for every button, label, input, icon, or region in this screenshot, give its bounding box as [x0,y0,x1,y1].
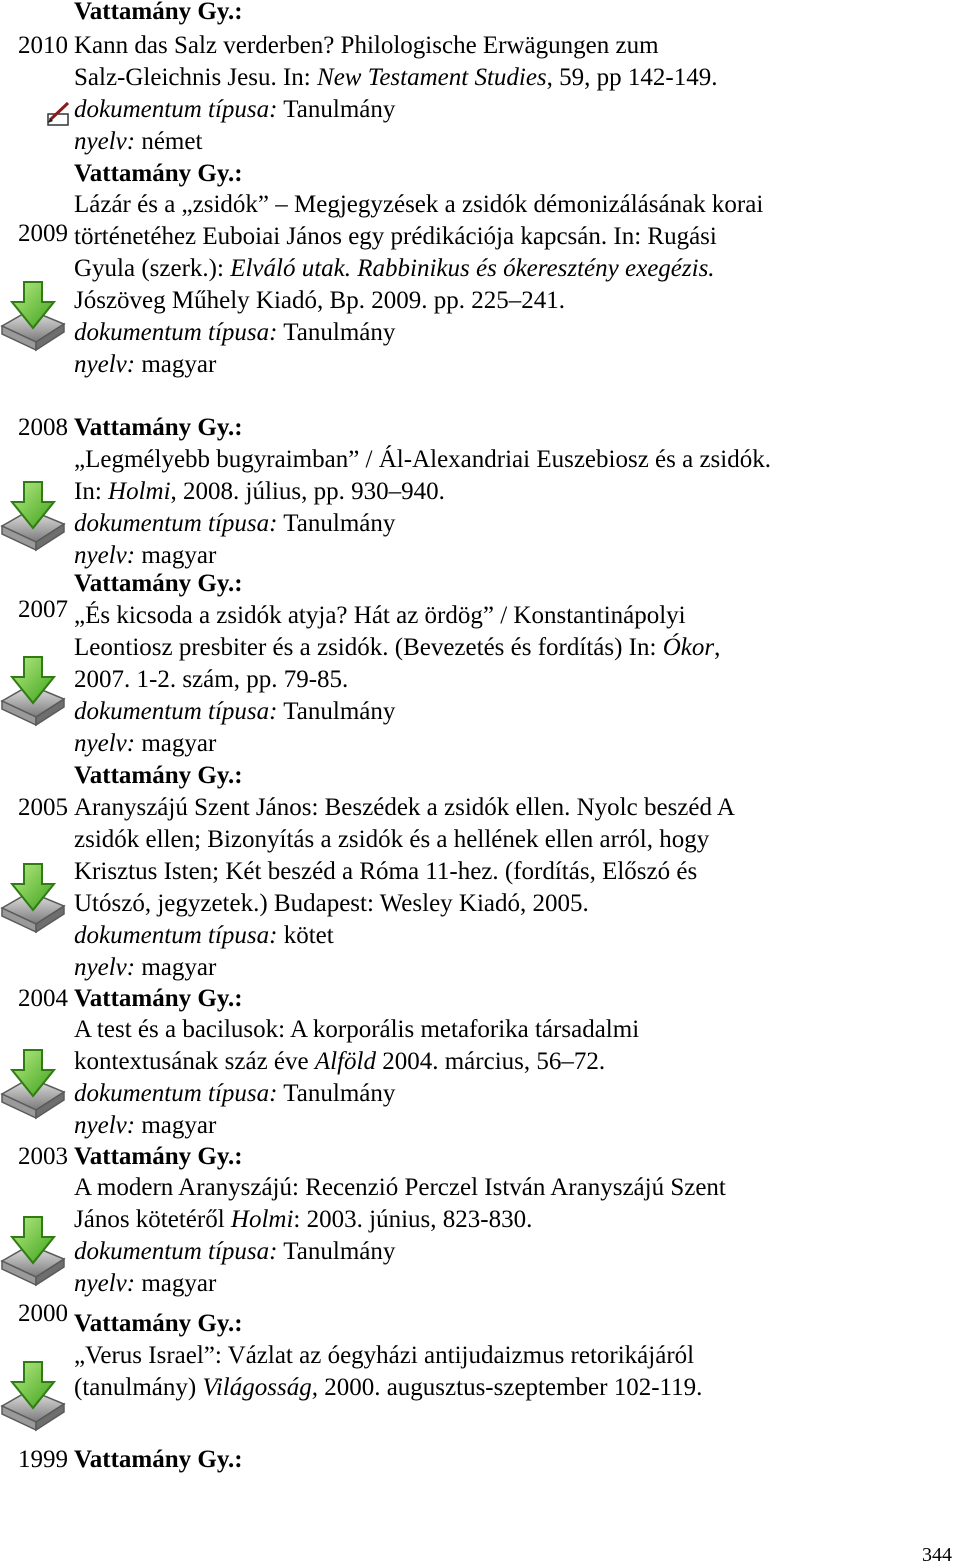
document-type-value: Tanulmány [283,510,396,537]
top-author: Vattamány Gy.: [74,0,243,25]
download-icon[interactable] [0,280,66,352]
citation-italic: New Testament Studies [317,64,547,91]
author-name: Vattamány Gy.: [74,414,243,441]
publication-year: 2005 [18,794,68,821]
document-type-value: Tanulmány [283,698,396,725]
citation-text: 2004. március, 56–72. [375,1048,606,1075]
document-type-label: dokumentum típusa: [74,1238,278,1265]
citation-line [74,600,686,632]
language-label: nyelv: [74,351,136,378]
citation-line [74,30,659,62]
download-icon[interactable] [0,1048,66,1120]
citation-line [74,824,709,856]
language-value: magyar [141,1270,217,1297]
citation-text: Leontiosz presbiter és a zsidók. (Bevezetés és fordítás) In: [74,634,663,661]
document-type-value: Tanulmány [283,319,396,346]
document-type-value: kötet [283,922,334,949]
citation-line [74,62,717,94]
author-name: Vattamány Gy.: [74,762,243,789]
citation-italic: Holmi [108,478,171,505]
language-value: magyar [141,1112,217,1139]
language [74,126,202,158]
document-type-label: dokumentum típusa: [74,698,278,725]
language [74,349,216,381]
citation-text: Lázár és a „zsidók” – Megjegyzések a zsidók démonizálásának korai [74,191,764,218]
citation-line [74,253,715,285]
document-type [74,508,395,540]
language-value: magyar [141,351,217,378]
download-icon[interactable] [0,480,66,552]
publication-year: 2010 [18,32,68,59]
pencil-edit-icon[interactable] [44,100,74,128]
publication-year: 2003 [18,1143,68,1170]
citation-text: A test és a bacilusok: A korporális metaforika társadalmi [74,1016,640,1043]
author-name: Vattamány Gy.: [74,985,243,1012]
download-icon[interactable] [0,1215,66,1287]
publication-year: 1999 [18,1446,68,1473]
citation-text: A modern Aranyszájú: Recenzió Perczel István Aranyszájú Szent [74,1174,726,1201]
language [74,1110,216,1142]
publication-year: 2007 [18,596,68,623]
citation-italic: Alföld [314,1048,376,1075]
citation-line [74,476,445,508]
document-type-label: dokumentum típusa: [74,319,278,346]
citation-line [74,792,735,824]
citation-text: történetéhez Euboiai János egy prédikációja kapcsán. In: Rugási [74,223,717,250]
citation-italic: Ókor [662,634,715,661]
citation-italic: Elváló utak. Rabbinikus és ókeresztény exegézis. [230,255,715,282]
download-icon[interactable] [0,655,66,727]
language-label: nyelv: [74,542,136,569]
author-name: Vattamány Gy.: [74,160,243,187]
citation-text: kontextusának száz éve [74,1048,315,1075]
language-value: magyar [141,730,217,757]
citation-text: In: [74,478,109,505]
author-name: Vattamány Gy.: [74,1310,243,1337]
citation-text: 2000. augusztus-szeptember 102-119. [317,1374,703,1401]
citation-line [74,664,348,696]
document-type [74,920,334,952]
download-icon[interactable] [0,1360,66,1432]
language [74,1268,216,1300]
citation-line [74,285,565,317]
citation-line [74,1046,605,1078]
citation-line [74,221,717,253]
citation-line [74,189,763,221]
language-label: nyelv: [74,1112,136,1139]
document-type [74,696,395,728]
document-type-label: dokumentum típusa: [74,922,278,949]
language-value: német [141,128,203,155]
language-label: nyelv: [74,954,136,981]
citation-line [74,856,697,888]
citation-line [74,1014,639,1046]
citation-text: 2007. 1-2. szám, pp. 79-85. [74,666,349,693]
citation-text: Gyula (szerk.): [74,255,231,282]
document-type [74,94,395,126]
document-type [74,1078,395,1110]
citation-text: Krisztus Isten; Két beszéd a Róma 11-hez. (fordítás, Előszó és [74,858,698,885]
citation-text: „Verus Israel”: Vázlat az óegyházi antijudaizmus retorikájáról [74,1342,695,1369]
citation-italic: Holmi [230,1206,294,1233]
citation-line [74,1172,726,1204]
author-name: Vattamány Gy.: [74,570,243,597]
document-type-value: Tanulmány [283,96,396,123]
publication-year: 2009 [18,220,68,247]
citation-text: : 2003. június, 823-830. [293,1206,533,1233]
citation-text: „És kicsoda a zsidók atyja? Hát az ördög” / Konstantinápolyi [74,602,686,629]
citation-text: , 59, pp 142-149. [546,64,718,91]
download-icon[interactable] [0,862,66,934]
publication-year: 2008 [18,414,68,441]
citation-line [74,632,720,664]
citation-text: Jószöveg Műhely Kiadó, Bp. 2009. pp. 225–241. [74,287,565,314]
author-name: Vattamány Gy.: [74,1446,243,1473]
citation-text: , 2008. július, pp. 930–940. [170,478,445,505]
citation-text: Kann das Salz verderben? Philologische Erwägungen zum [74,32,659,59]
document-type [74,1236,395,1268]
document-type [74,317,395,349]
language [74,952,216,984]
document-type-value: Tanulmány [283,1238,396,1265]
language [74,728,216,760]
language-value: magyar [141,542,217,569]
citation-italic: Világosság, [202,1374,318,1401]
document-type-label: dokumentum típusa: [74,510,278,537]
citation-text: „Legmélyebb bugyraimban” / Ál-Alexandriai Euszebiosz és a zsidók. [74,446,771,473]
publication-year: 2004 [18,985,68,1012]
citation-line [74,444,771,476]
citation-text: Utószó, jegyzetek.) Budapest: Wesley Kiadó, 2005. [74,890,589,917]
citation-line [74,888,589,920]
author-name: Vattamány Gy.: [74,1143,243,1170]
document-type-value: Tanulmány [283,1080,396,1107]
document-type-label: dokumentum típusa: [74,96,278,123]
language-label: nyelv: [74,1270,136,1297]
citation-text: (tanulmány) [74,1374,203,1401]
language-label: nyelv: [74,128,136,155]
citation-text: Salz-Gleichnis Jesu. In: [74,64,318,91]
citation-text: zsidók ellen; Bizonyítás a zsidók és a hellének ellen arról, hogy [74,826,710,853]
citation-line [74,1340,694,1372]
citation-text: Aranyszájú Szent János: Beszédek a zsidók ellen. Nyolc beszéd A [74,794,735,821]
citation-line [74,1372,702,1404]
page-number: 344 [922,1544,952,1566]
language-value: magyar [141,954,217,981]
language-label: nyelv: [74,730,136,757]
publication-year: 2000 [18,1300,68,1327]
document-type-label: dokumentum típusa: [74,1080,278,1107]
citation-text: János kötetéről [74,1206,231,1233]
citation-line [74,1204,532,1236]
citation-text: , [714,634,721,661]
